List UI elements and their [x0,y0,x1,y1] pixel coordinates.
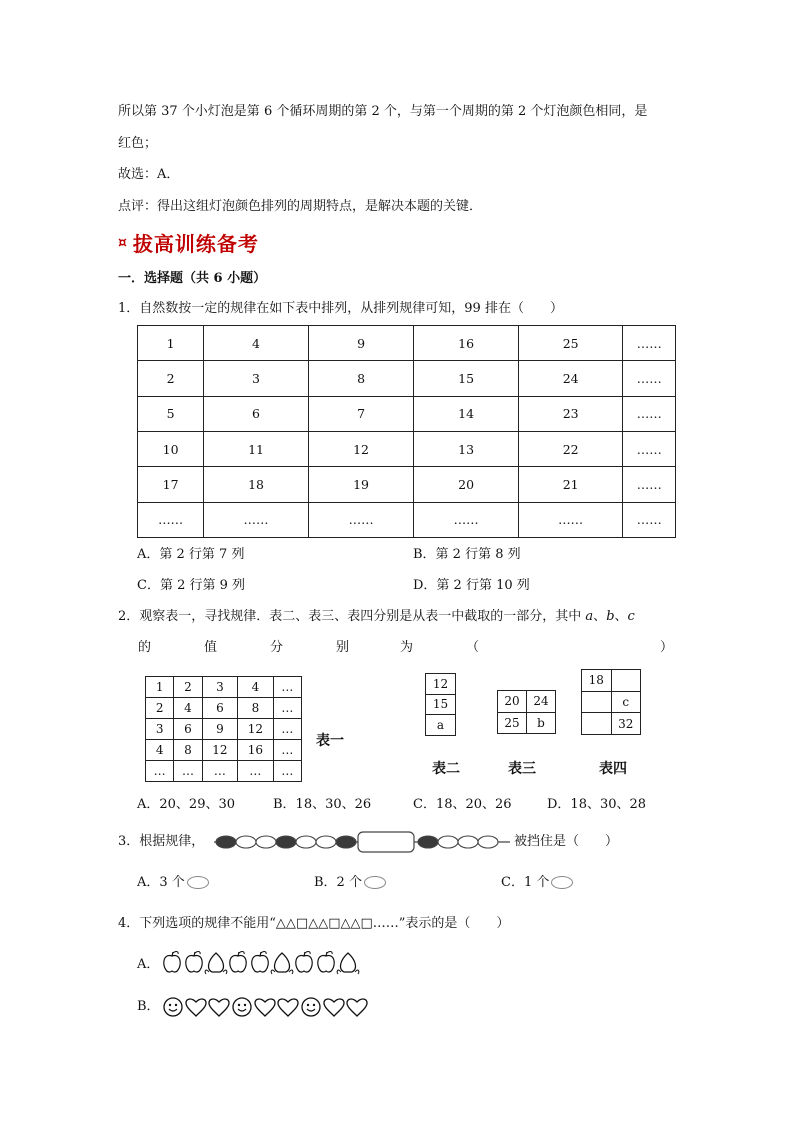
q2-stem-char: 的 [138,640,152,655]
light-bead-icon [296,836,316,848]
q2-stem-char: ） [660,640,674,655]
face-eye [175,1004,177,1006]
apple-leaf [195,951,200,954]
table-cell: 6 [202,698,237,719]
q2-option-c[interactable]: C．18、20、26 [413,797,512,812]
light-bead-icon [236,836,256,848]
heart-icon [209,999,229,1016]
table-cell: 5 [138,396,204,431]
cover-box [358,832,414,852]
table-row [138,502,676,537]
apple-shape [252,956,268,972]
heart-icon [255,999,275,1016]
heart-shape [347,999,367,1016]
table-cell: 15 [426,694,456,715]
heart-shape [209,999,229,1016]
apple-shape [296,956,312,972]
table-cell: …… [623,361,676,396]
q2-table-2-label: 表二 [432,761,460,777]
table-cell: … [238,761,273,782]
table-row [138,467,676,502]
q2-table-1-label: 表一 [316,733,344,749]
q2-option-d[interactable]: D．18、30、28 [547,797,647,812]
table-row [582,713,641,735]
apple-leaf [327,951,332,954]
face-circle [302,998,320,1016]
dark-bead-icon [418,836,438,848]
table-cell: 8 [238,698,273,719]
table-cell [582,713,612,735]
smile-icon [302,998,320,1016]
q2-var-c: c [627,609,635,624]
q2-var-b: b [606,609,615,624]
table-cell: 4 [146,740,174,761]
table-cell: 6 [174,719,202,740]
table-cell: 19 [308,467,414,502]
q1-number-table [137,325,676,538]
table-cell: 22 [518,431,623,466]
light-bead-icon [316,836,336,848]
table-cell: 3 [146,719,174,740]
table-cell: …… [414,502,519,537]
table-cell: 2 [138,361,204,396]
face-mouth [169,1009,177,1011]
table-cell: 25 [498,712,527,734]
table-cell: 7 [308,396,414,431]
q3-stem-start: 3．根据规律， [118,834,205,849]
heart-shape [278,999,298,1016]
q2-stem-char: （ [466,640,480,655]
heart-shape [324,999,344,1016]
peach-icon [337,953,359,974]
table-cell: 24 [527,691,556,713]
table-cell: 21 [518,467,623,502]
table-row [146,719,302,740]
peach-icon [205,953,227,974]
table-cell: 4 [238,677,273,698]
dark-bead-icon [336,836,356,848]
table-cell: 16 [414,326,519,361]
table-cell: 9 [308,326,414,361]
table-cell: …… [623,467,676,502]
table-cell: … [273,761,301,782]
table-cell: 9 [202,719,237,740]
q3-option-a[interactable] [137,874,209,892]
table-row [498,712,556,734]
table-cell: … [273,740,301,761]
apple-shape [318,956,334,972]
q2-table-4 [581,669,641,735]
table-cell [611,670,641,692]
table-row [426,715,456,736]
table-cell: 20 [414,467,519,502]
peach-shape [275,953,290,972]
q2-table-1 [145,676,302,782]
q2-table-3 [497,690,556,734]
table-row [498,691,556,713]
q2-option-b[interactable]: B．18、30、26 [273,797,372,812]
table-row [138,396,676,431]
table-cell: 23 [518,396,623,431]
table-cell: 4 [204,326,309,361]
light-bead-icon [458,836,478,848]
table-cell: …… [623,502,676,537]
q2-table-2 [425,673,456,736]
bead-oval-icon [551,876,573,889]
solution-line-1: 所以第 37 个小灯泡是第 6 个循环周期的第 2 个，与第一个周期的第 2 个灯泡颜色相同，是 [118,104,648,119]
q3-stem-end: 被挡住是（ ） [514,834,619,849]
table-cell: 8 [308,361,414,396]
apple-shape [230,956,246,972]
section-title: 拔高训练备考 [132,232,259,256]
apple-icon [186,951,202,972]
q3-option-a-text: A．3 个 [137,875,185,890]
q4-option-b-pattern[interactable] [162,994,372,1020]
peach-shape [209,953,224,972]
table-cell: 8 [174,740,202,761]
q2-stem-char: 分 [270,640,284,655]
q1-option-c[interactable]: C．第 2 行第 9 列 [137,578,246,593]
table-cell: 17 [138,467,204,502]
q1-option-d[interactable]: D．第 2 行第 10 列 [413,578,530,593]
dark-bead-icon [276,836,296,848]
table-cell: …… [308,502,414,537]
q2-sep-1: 、 [593,609,607,624]
apple-leaf [173,951,178,954]
face-eye [307,1004,309,1006]
apple-leaf [239,951,244,954]
face-eye [313,1004,315,1006]
table-cell: 24 [518,361,623,396]
table-cell: 14 [414,396,519,431]
light-bead-icon [438,836,458,848]
q4-stem: 4．下列选项的规律不能用“△△□△△□△△□……”表示的是（ ） [118,916,510,931]
face-mouth [238,1009,246,1011]
apple-icon [252,951,268,972]
apple-leaf [261,951,266,954]
part-title: 一．选择题（共 6 小题） [118,271,267,286]
table-cell: 20 [498,691,527,713]
table-cell: 11 [204,431,309,466]
table-cell: …… [518,502,623,537]
table-cell: 10 [138,431,204,466]
face-eye [238,1004,240,1006]
heart-shape [255,999,275,1016]
table-cell: …… [623,396,676,431]
table-row [582,670,641,692]
table-row [146,698,302,719]
table-cell: … [273,677,301,698]
table-cell: 16 [238,740,273,761]
q2-var-a: a [585,609,594,624]
q2-stem-text: 2．观察表一，寻找规律．表二、表三、表四分别是从表一中截取的一部分，其中 [118,609,586,624]
table-row [138,431,676,466]
q3-option-c-text: C．1 个 [501,875,550,890]
q2-stem-char: 别 [336,640,350,655]
q2-sep-2: 、 [614,609,628,624]
heart-shape [186,999,206,1016]
apple-shape [164,956,180,972]
apple-icon [318,951,334,972]
face-circle [164,998,182,1016]
table-cell: … [273,719,301,740]
q2-stem-char: 为 [400,640,414,655]
q2-table-4-label: 表四 [599,761,627,777]
table-cell: …… [204,502,309,537]
table-cell: 1 [146,677,174,698]
table-cell [582,691,612,713]
q4-option-b-label[interactable]: B． [137,999,160,1014]
table-cell: 32 [611,713,641,735]
apple-icon [164,951,180,972]
table-row [146,761,302,782]
table-cell: 2 [174,677,202,698]
solution-line-2: 红色； [118,136,158,151]
q2-stem-char: 值 [204,640,218,655]
q4-option-a-label[interactable]: A． [137,957,160,972]
q3-option-b[interactable] [314,874,386,892]
face-eye [169,1004,171,1006]
q1-stem: 1．自然数按一定的规律在如下表中排列，从排列规律可知，99 排在（ ） [118,301,563,316]
q3-bead-string [212,826,512,858]
solution-answer: 故选：A． [118,167,180,182]
smile-icon [164,998,182,1016]
table-cell: 13 [414,431,519,466]
table-cell: 12 [238,719,273,740]
table-cell: 18 [204,467,309,502]
table-cell: 3 [202,677,237,698]
apple-leaf [305,951,310,954]
apple-icon [296,951,312,972]
table-cell: 12 [202,740,237,761]
table-cell: 3 [204,361,309,396]
light-bead-icon [478,836,498,848]
table-cell: … [174,761,202,782]
face-mouth [307,1009,315,1011]
table-cell: c [611,691,641,713]
table-cell: …… [623,431,676,466]
face-eye [244,1004,246,1006]
table-cell: 4 [174,698,202,719]
table-cell: 15 [414,361,519,396]
apple-shape [186,956,202,972]
q2-table-3-label: 表三 [508,761,536,777]
peach-icon [271,953,293,974]
q3-option-c[interactable] [501,874,573,892]
table-cell: 6 [204,396,309,431]
q2-option-a[interactable]: A．20、29、30 [137,797,236,812]
q1-option-b[interactable]: B．第 2 行第 8 列 [413,547,521,562]
face-circle [233,998,251,1016]
heart-icon [186,999,206,1016]
light-bead-icon [256,836,276,848]
bead-oval-icon [364,876,386,889]
table-cell: … [202,761,237,782]
apple-icon [230,951,246,972]
q3-option-b-text: B．2 个 [314,875,362,890]
table-cell: …… [623,326,676,361]
table-cell: 12 [308,431,414,466]
table-cell: 1 [138,326,204,361]
table-row [146,740,302,761]
solution-comment: 点评：得出这组灯泡颜色排列的周期特点，是解决本题的关键． [118,199,483,214]
table-row [426,674,456,695]
dark-bead-icon [216,836,236,848]
table-row [146,677,302,698]
bead-oval-icon [187,876,209,889]
table-cell: … [146,761,174,782]
q4-option-a-pattern[interactable] [160,948,365,978]
table-row [138,361,676,396]
q2-stem [118,608,635,626]
table-row [582,691,641,713]
smile-icon [233,998,251,1016]
table-cell: 25 [518,326,623,361]
table-row [138,326,676,361]
section-heading [118,228,259,257]
table-cell: …… [138,502,204,537]
table-cell: 2 [146,698,174,719]
table-cell: a [426,715,456,736]
table-row [426,694,456,715]
heart-icon [347,999,367,1016]
heart-icon [278,999,298,1016]
table-cell: b [527,712,556,734]
section-marker-icon: ¤ [118,234,127,251]
table-cell: … [273,698,301,719]
heart-icon [324,999,344,1016]
peach-shape [341,953,356,972]
q1-option-a[interactable]: A．第 2 行第 7 列 [137,547,245,562]
table-cell: 12 [426,674,456,695]
table-cell: 18 [582,670,612,692]
